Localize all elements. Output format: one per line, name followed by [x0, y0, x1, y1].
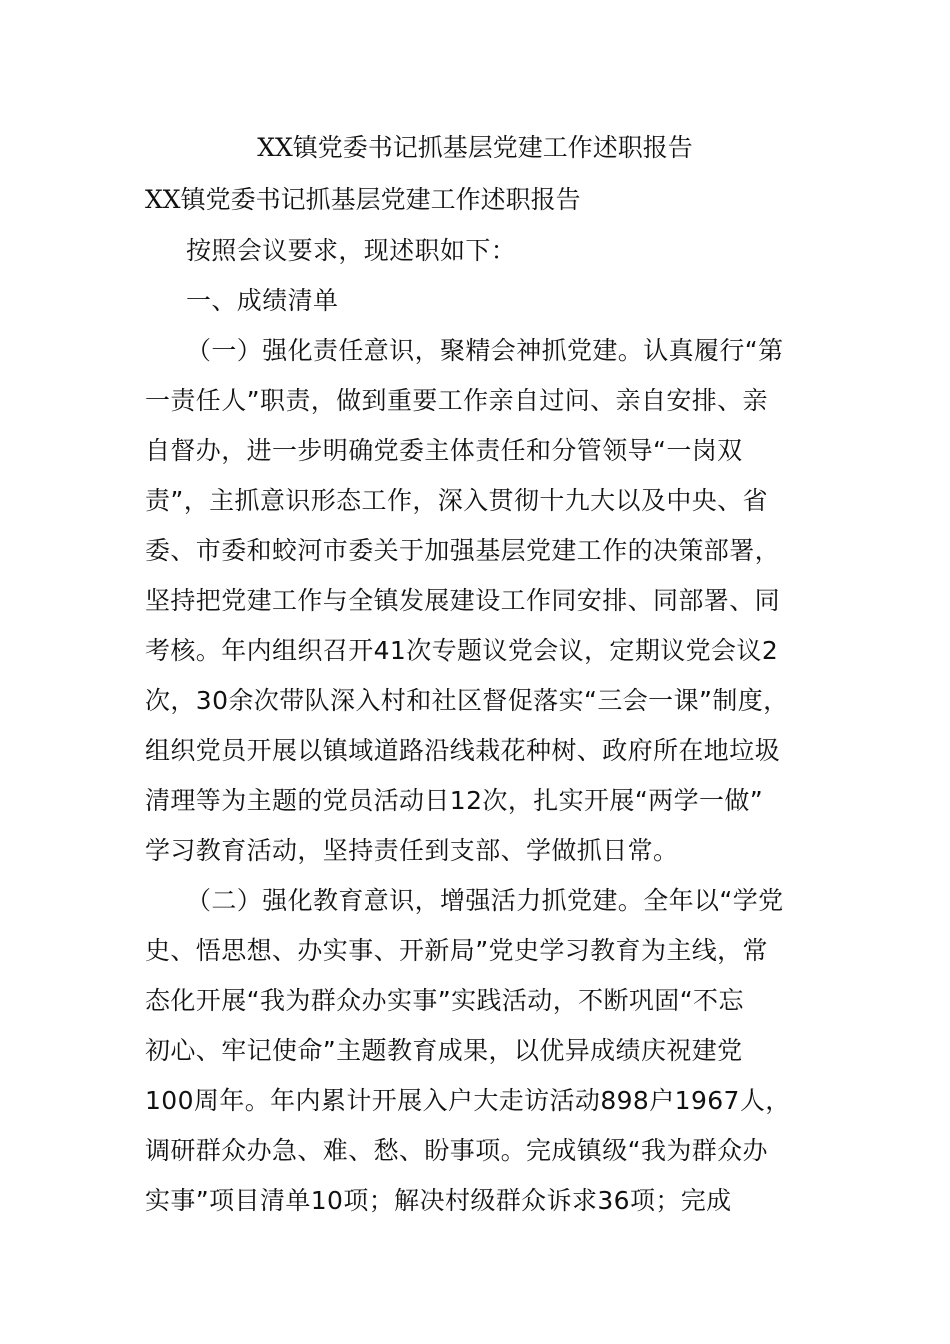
paragraph-1-line: （一）强化责任意识，聚精会神抓党建。认真履行“第 [186, 336, 784, 365]
paragraph-2-line: 100周年。年内累计开展入户大走访活动898户1967人， [145, 1086, 791, 1115]
paragraph-1-line: 次，30余次带队深入村和社区督促落实“三会一课”制度， [145, 686, 789, 715]
document-title: XX镇党委书记抓基层党建工作述职报告 [257, 133, 693, 162]
paragraph-2-line: 实事”项目清单10项；解决村级群众诉求36项；完成 [145, 1186, 732, 1215]
document-body [145, 226, 825, 1226]
paragraph-2-line: （二）强化教育意识，增强活力抓党建。全年以“学党 [186, 886, 784, 915]
paragraph-2-line: 调研群众办急、难、愁、盼事项。完成镇级“我为群众办 [145, 1136, 768, 1165]
paragraph-1-line: 自督办，进一步明确党委主体责任和分管领导“一岗双 [145, 436, 743, 465]
section-heading: 一、成绩清单 [186, 286, 339, 315]
paragraph-1-line: 责”，主抓意识形态工作，深入贯彻十九大以及中央、省 [145, 486, 768, 515]
paragraph-1-line: 坚持把党建工作与全镇发展建设工作同安排、同部署、同 [145, 586, 781, 615]
document-subtitle: XX镇党委书记抓基层党建工作述职报告 [145, 185, 581, 214]
paragraph-1-line: 一责任人”职责，做到重要工作亲自过问、亲自安排、亲 [145, 386, 768, 415]
paragraph-1-line: 学习教育活动，坚持责任到支部、学做抓日常。 [145, 836, 679, 865]
paragraph-1-line: 清理等为主题的党员活动日12次，扎实开展“两学一做” [145, 786, 764, 815]
paragraph-1-line: 组织党员开展以镇域道路沿线栽花种树、政府所在地垃圾 [145, 736, 781, 765]
paragraph-1-line: 委、市委和蛟河市委关于加强基层党建工作的决策部署， [145, 536, 781, 565]
paragraph-2-line: 史、悟思想、办实事、开新局”党史学习教育为主线，常 [145, 936, 768, 965]
paragraph-2-line: 态化开展“我为群众办实事”实践活动，不断巩固“不忘 [145, 986, 744, 1015]
paragraph-2-line: 初心、牢记使命”主题教育成果，以优异成绩庆祝建党 [145, 1036, 743, 1065]
intro-line: 按照会议要求，现述职如下： [186, 236, 517, 265]
paragraph-1-line: 考核。年内组织召开41次专题议党会议，定期议党会议2 [145, 636, 779, 665]
